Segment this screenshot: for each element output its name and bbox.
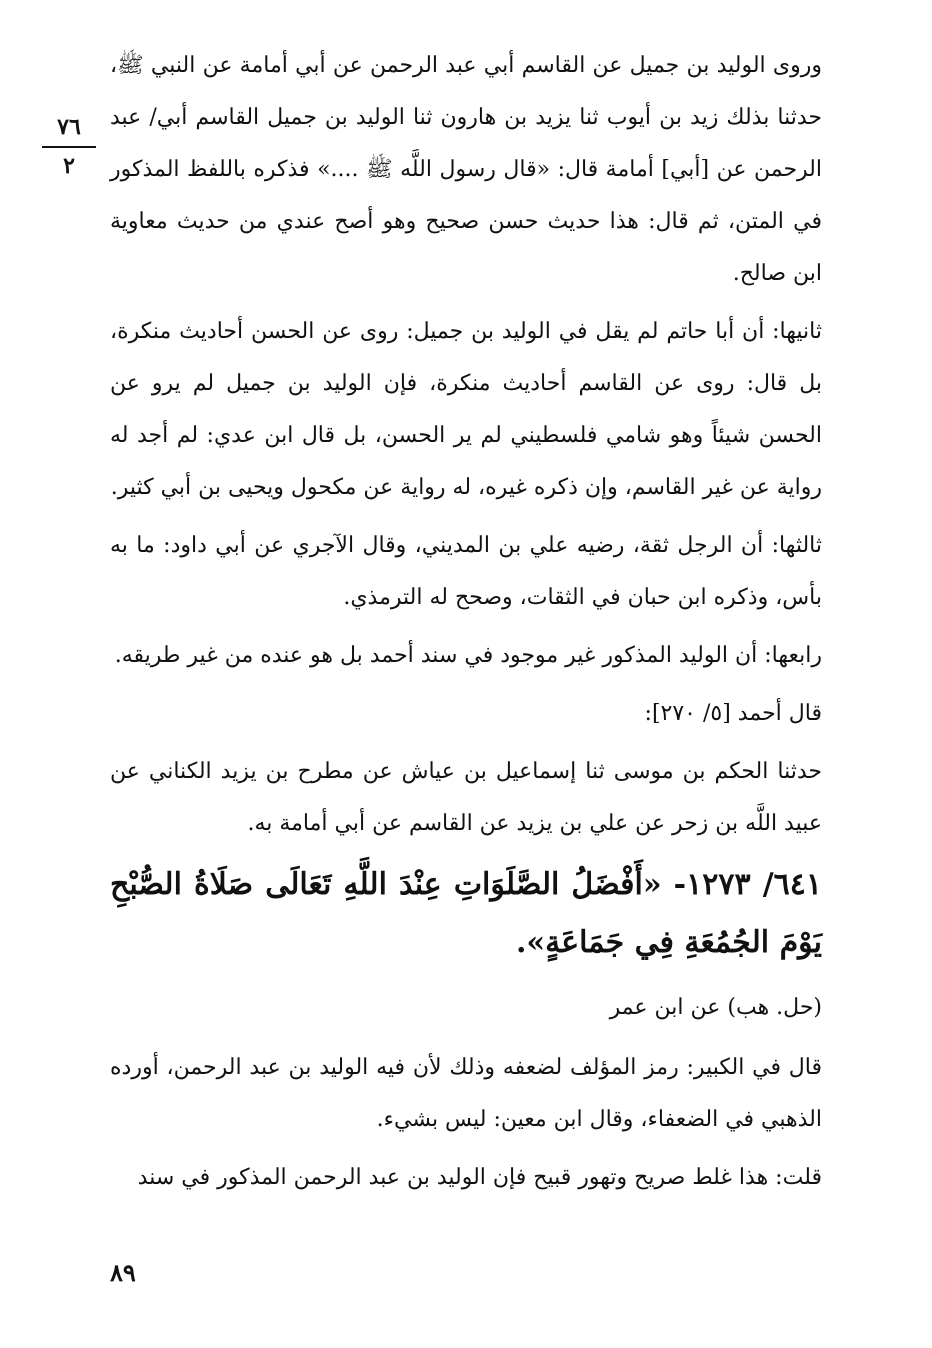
margin-ref-top: ٧٦ [57,114,81,140]
paragraph-ahmad-heading: قال أحمد [٥/ ٢٧٠]: [644,701,822,726]
paragraph-fourth-point: رابعها: أن الوليد المذكور غير موجود في سند أحمد بل هو عنده من غير طريقه. [114,643,822,668]
margin-ref-divider [42,146,96,148]
paragraph-isnad: حدثنا الحكم بن موسى ثنا إسماعيل بن عياش عن مطرح بن يزيد الكناني عن عبيد اللَّه بن زحر عن علي بن يزيد عن القاسم عن أبي أمامة به. [110,759,822,836]
page-number: ٨٩ [110,1258,136,1287]
paragraph-commentary: قال في الكبير: رمز المؤلف لضعفه وذلك لأن فيه الوليد بن عبد الرحمن، أورده الذهبي في الضعفاء، وقال ابن معين: ليس بشيء. [110,1055,822,1132]
hadith-source: (حل. هب) عن ابن عمر [609,995,822,1020]
page-body [110,40,822,1210]
margin-volume-reference [42,112,96,180]
margin-ref-bottom: ٢ [63,153,75,179]
paragraph-narration: وروى الوليد بن جميل عن القاسم أبي عبد الرحمن عن أبي أمامة عن النبي ﷺ، حدثنا بذلك زيد بن أيوب ثنا يزيد بن هارون ثنا الوليد بن جميل القاسم أبي/ عبد الرحمن عن [أبي] أمامة قال: «قال رسول اللَّه ﷺ ....» فذكره باللفظ المذكور في المتن، ثم قال: هذا حديث حسن صحيح وهو أصح عندي من حديث معاوية ابن صالح. [110,53,823,286]
paragraph-third-point: ثالثها: أن الرجل ثقة، رضيه علي بن المديني، وقال الآجري عن أبي داود: ما به بأس، وذكره ابن حبان في الثقات، وصحح له الترمذي. [110,533,822,610]
paragraph-second-point: ثانيها: أن أبا حاتم لم يقل في الوليد بن جميل: روى عن الحسن أحاديث منكرة، بل قال: روى عن القاسم أحاديث منكرة، فإن الوليد بن جميل لم يرو عن الحسن شيئاً وهو شامي فلسطيني لم ير الحسن، بل قال ابن عدي: لم أجد له رواية عن غير القاسم، وإن ذكره غيره، له رواية عن مكحول ويحيى بن أبي كثير. [110,319,822,500]
paragraph-response: قلت: هذا غلط صريح وتهور قبيح فإن الوليد بن عبد الرحمن المذكور في سند [137,1165,822,1190]
hadith-text: ٦٤١/ ١٢٧٣- «أَفْضَلُ الصَّلَوَاتِ عِنْدَ اللَّهِ تَعَالَى صَلَاةُ الصُّبْحِ يَوْمَ الجُمُعَةِ فِي جَمَاعَةٍ». [110,867,822,960]
